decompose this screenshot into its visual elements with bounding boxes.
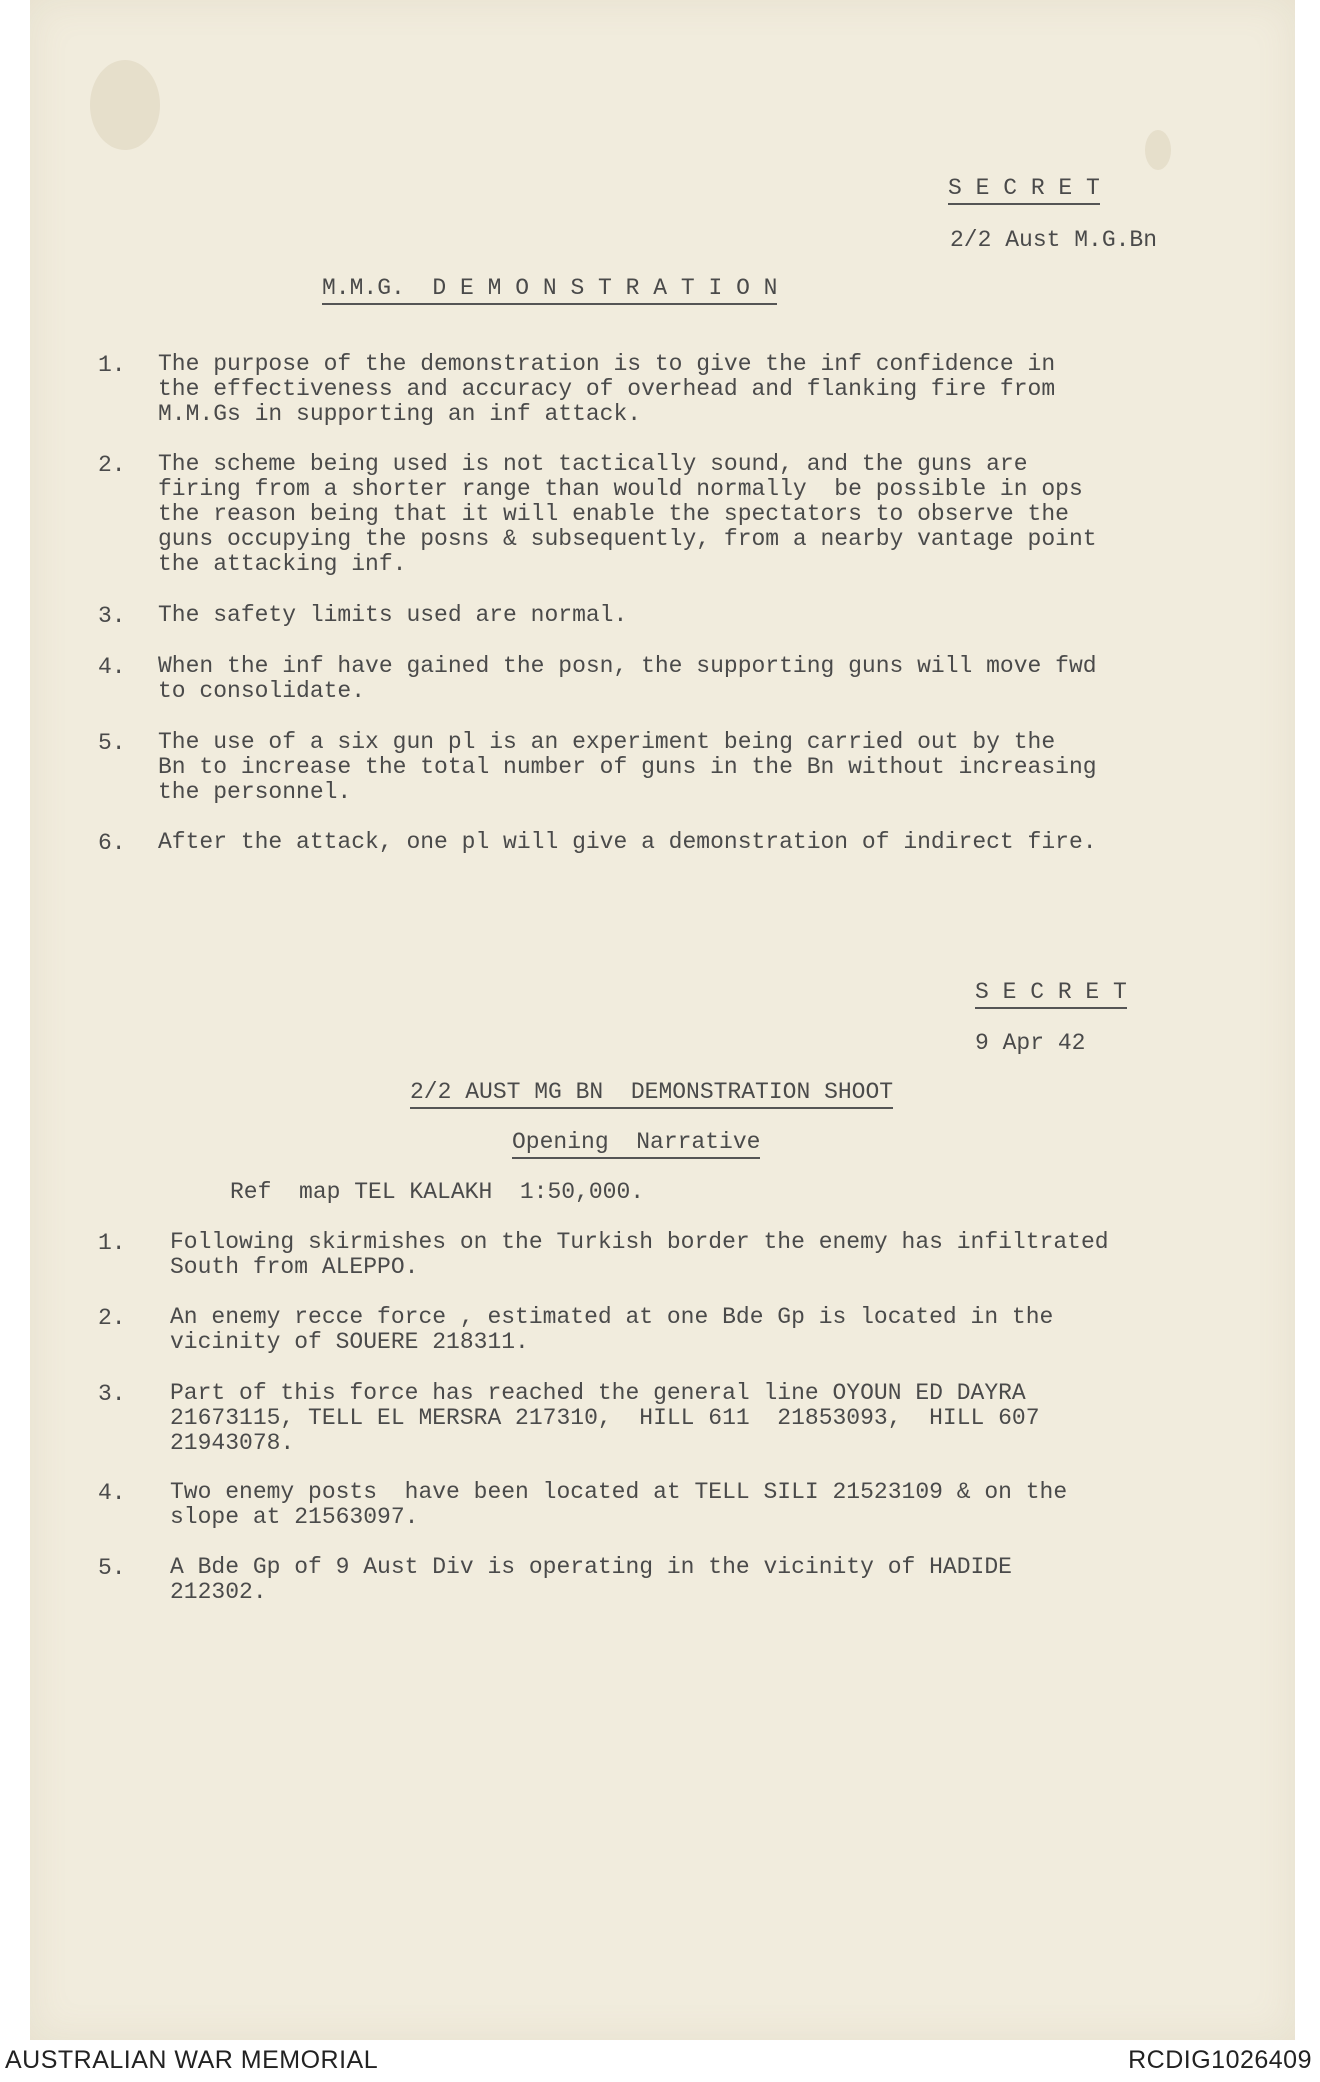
item-line: vicinity of SOUERE 218311. [170,1329,529,1355]
item-line: 21673115, TELL EL MERSRA 217310, HILL 611 21853093, HILL 607 [170,1405,1040,1431]
item-text [170,1480,1067,1530]
item-line: to consolidate. [158,678,366,704]
item-line: Following skirmishes on the Turkish border the enemy has infiltrated [170,1229,1109,1255]
item-line: M.M.Gs in supporting an inf attack. [158,401,642,427]
item-line: the personnel. [158,779,352,805]
item-line: After the attack, one pl will give a demonstration of indirect fire. [158,829,1097,855]
unit-name: 2/2 Aust M.G.Bn [950,227,1158,253]
item-text [170,1230,1109,1280]
map-reference: Ref map TEL KALAKH 1:50,000. [230,1179,645,1205]
document-sheet [30,0,1295,2040]
item-line: South from ALEPPO. [170,1254,419,1280]
narrative-subtitle: Opening Narrative [512,1130,760,1159]
item-line: The purpose of the demonstration is to give the inf confidence in [158,351,1056,377]
item-line: slope at 21563097. [170,1504,419,1530]
item-number: 1. [98,1230,126,1256]
item-line: firing from a shorter range than would normally be possible in ops [158,476,1083,502]
item-text [170,1381,1040,1456]
item-line: A Bde Gp of 9 Aust Div is operating in the vicinity of HADIDE [170,1554,1012,1580]
item-line: the effectiveness and accuracy of overhead and flanking fire from [158,376,1056,402]
item-line: the attacking inf. [158,551,407,577]
shoot-title: 2/2 AUST MG BN DEMONSTRATION SHOOT [410,1080,893,1109]
footer-institution: AUSTRALIAN WAR MEMORIAL [5,2046,379,2074]
item-line: 212302. [170,1579,267,1605]
item-line: The use of a six gun pl is an experiment being carried out by the [158,729,1056,755]
item-number: 1. [98,352,126,378]
item-text [158,730,1097,805]
secret-stamp-bottom: S E C R E T [975,980,1127,1009]
item-line: An enemy recce force , estimated at one Bde Gp is located in the [170,1304,1054,1330]
paper-mark [1145,130,1171,170]
secret-stamp-top: S E C R E T [948,176,1100,205]
item-line: Bn to increase the total number of guns in the Bn without increasing [158,754,1097,780]
item-line: The scheme being used is not tactically sound, and the guns are [158,451,1028,477]
item-text [170,1555,1012,1605]
item-number: 5. [98,730,126,756]
document-date: 9 Apr 42 [975,1030,1086,1056]
item-number: 4. [98,654,126,680]
item-text [158,603,627,628]
item-line: the reason being that it will enable the spectators to observe the [158,501,1069,527]
item-number: 4. [98,1480,126,1506]
item-text [170,1305,1053,1355]
demonstration-title: M.M.G. D E M O N S T R A T I O N [322,276,777,305]
item-line: When the inf have gained the posn, the supporting guns will move fwd [158,653,1097,679]
item-number: 3. [98,603,126,629]
item-text [158,452,1097,577]
item-line: The safety limits used are normal. [158,602,628,628]
item-line: Two enemy posts have been located at TELL SILI 21523109 & on the [170,1479,1068,1505]
paper-mark [90,60,160,150]
item-number: 3. [98,1381,126,1407]
item-text [158,830,1097,855]
item-line: guns occupying the posns & subsequently, from a nearby vantage point [158,526,1097,552]
item-line: 21943078. [170,1430,295,1456]
item-number: 2. [98,1305,126,1331]
item-number: 2. [98,452,126,478]
item-line: Part of this force has reached the general line OYOUN ED DAYRA [170,1380,1026,1406]
footer-record-id: RCDIG1026409 [1128,2046,1312,2074]
item-text [158,352,1055,427]
item-text [158,654,1097,704]
item-number: 6. [98,830,126,856]
item-number: 5. [98,1555,126,1581]
